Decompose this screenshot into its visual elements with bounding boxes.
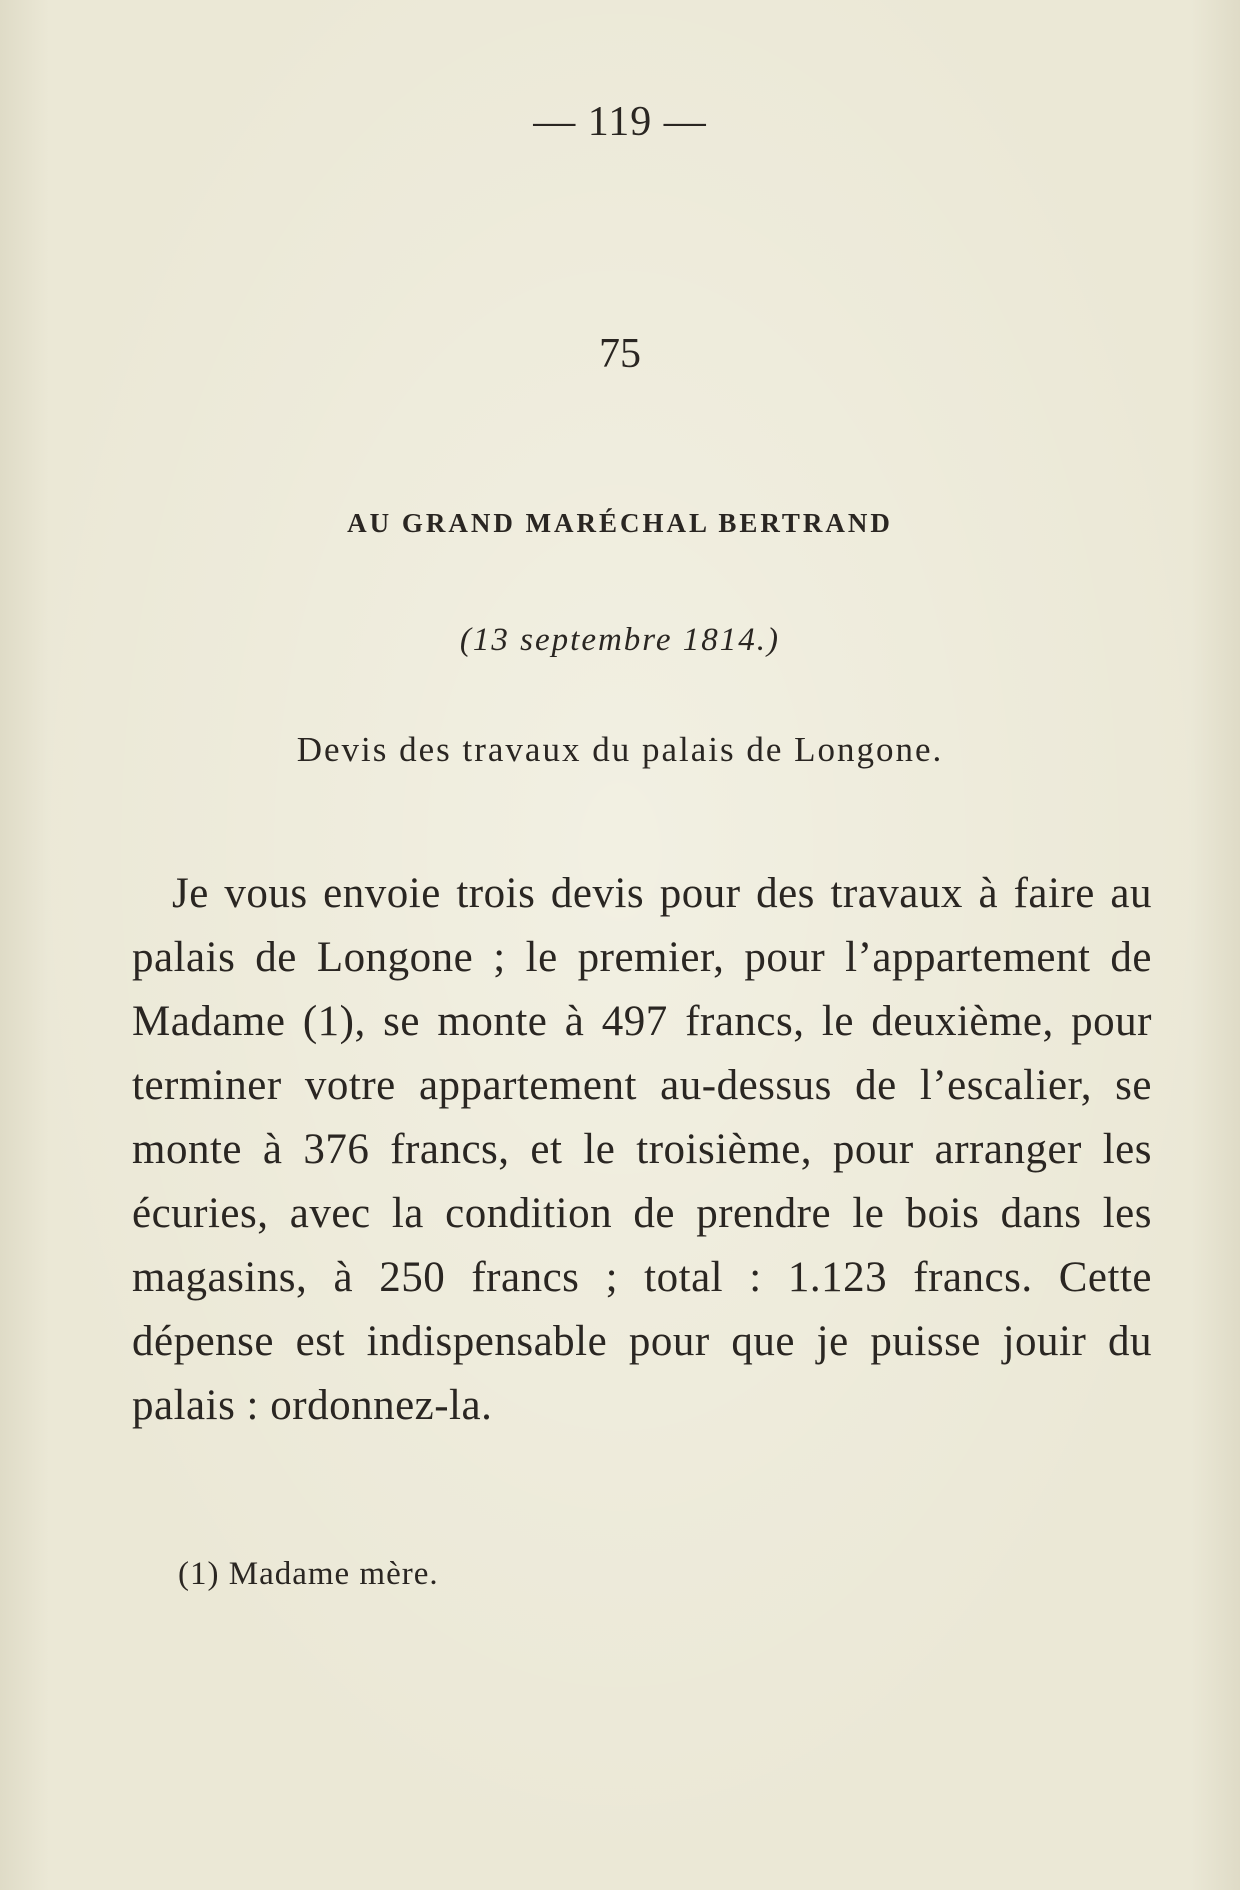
footnote: (1) Madame mère. <box>178 1556 439 1592</box>
letter-date: (13 septembre 1814.) <box>459 622 781 658</box>
letter-recipient: AU GRAND MARÉCHAL BERTRAND <box>347 508 893 538</box>
letter-body: Je vous envoie trois devis pour des travaux à faire au palais de Longone ; le premier, pour l’appartement de Madame (1), se monte à 497 francs, le deuxième, pour terminer votre appartement au-dessus de l’escalier, se monte à 376 francs, et le troisième, pour arranger les écuries, avec la condition de prendre le bois dans les magasins, à 250 francs ; total : 1.123 francs. Cette dépense est indispensable pour que je puisse jouir du palais : ordonnez-la. <box>132 870 1152 1429</box>
letter-subject: Devis des travaux du palais de Longone. <box>296 730 944 769</box>
letter-number: 75 <box>599 331 641 377</box>
page-number: — 119 — <box>533 99 707 145</box>
